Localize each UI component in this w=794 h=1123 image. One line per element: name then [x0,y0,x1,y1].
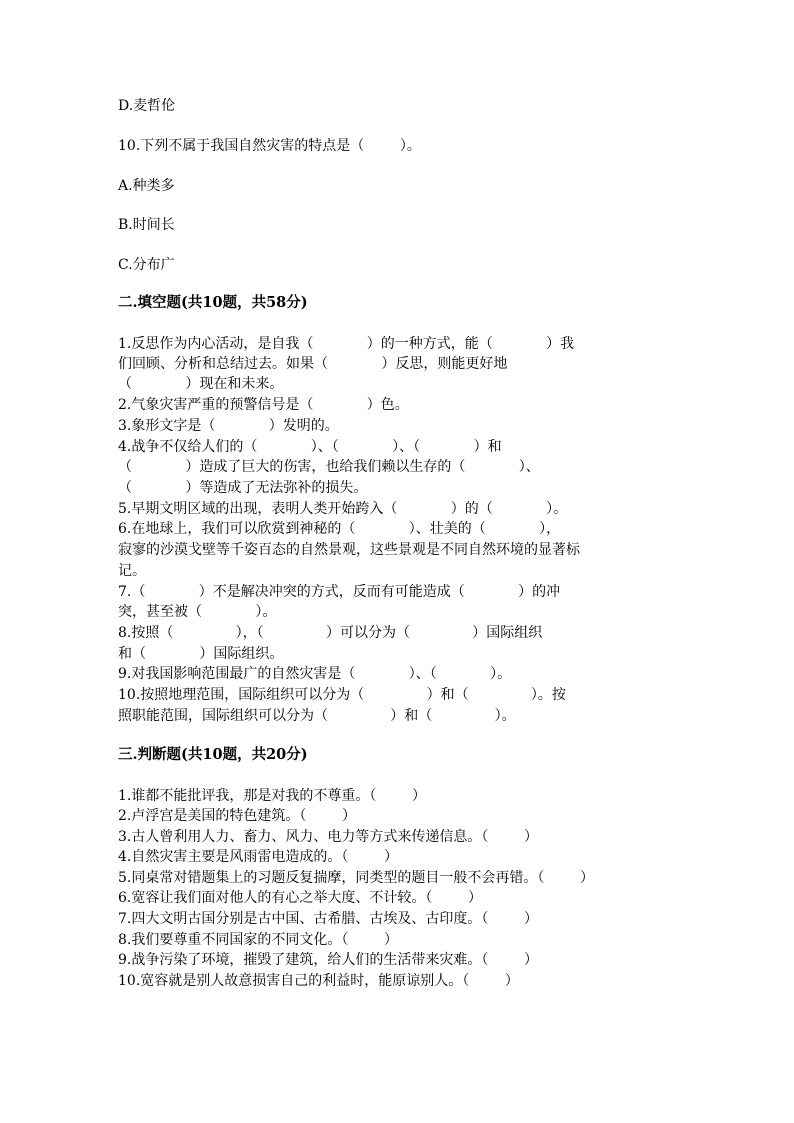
true-false-item: 1.谁都不能批评我，那是对我的不尊重。（ ） [118,788,426,804]
fill-blank-line: 8.按照（ ），（ ）可以分为（ ）国际组织 [118,625,543,641]
q10-option-a: A.种类多 [118,178,175,194]
fill-blank-line: 寂寥的沙漠戈壁等千姿百态的自然景观，这些景观是不同自然环境的显著标 [118,542,580,558]
fill-blank-line: （ ）现在和未来。 [118,376,284,392]
fill-blank-line: 5.早期文明区域的出现，表明人类开始跨入（ ）的（ ）。 [118,501,568,517]
fill-blank-line: （ ）等造成了无法弥补的损失。 [118,480,368,496]
fill-blank-line: 照职能范围，国际组织可以分为（ ）和（ ）。 [118,708,516,724]
fill-blank-line: 9.对我国影响范围最广的自然灾害是（ ）、（ ）。 [118,666,512,682]
fill-blank-line: 突，甚至被（ ）。 [118,604,277,620]
true-false-item: 6.宽容让我们面对他人的有心之举大度、不计较。（ ） [118,890,482,906]
fill-blank-line: 和（ ）国际组织。 [118,646,284,662]
fill-blank-line: 6.在地球上，我们可以欣赏到神秘的（ ）、壮美的（ ）， [118,521,561,537]
true-false-heading: 三.判断题(共10题，共20分) [118,746,308,763]
true-false-item: 5.同桌常对错题集上的习题反复揣摩，同类型的题目一般不会再错。（ ） [118,870,594,886]
fill-blank-line: 3.象形文字是（ ）发明的。 [118,418,339,434]
fill-blank-line: 7.（ ）不是解决冲突的方式，反而有可能造成（ ）的冲 [118,584,561,600]
fill-blank-line: 1.反思作为内心活动，是自我（ ）的一种方式，能（ ）我 [118,336,575,352]
q9-option-d: D.麦哲伦 [118,98,176,114]
fill-blank-line: 4.战争不仅给人们的（ ）、（ ）、（ ）和 [118,439,502,455]
fill-blank-line: 10.按照地理范围，国际组织可以分为（ ）和（ ）。按 [118,687,566,703]
true-false-item: 2.卢浮宫是美国的特色建筑。（ ） [118,808,356,824]
true-false-item: 4.自然灾害主要是风雨雷电造成的。（ ） [118,849,398,865]
q10-stem: 10.下列不属于我国自然灾害的特点是（ ）。 [118,138,421,154]
true-false-item: 3.古人曾利用人力、畜力、风力、电力等方式来传递信息。（ ） [118,829,538,845]
true-false-item: 9.战争污染了环境，摧毁了建筑，给人们的生活带来灾难。（ ） [118,952,538,968]
fill-blank-heading: 二.填空题(共10题，共58分) [118,294,308,311]
fill-blank-line: 2.气象灾害严重的预警信号是（ ）色。 [118,397,409,413]
fill-blank-line: 们回顾、分析和总结过去。如果（ ）反思，则能更好地 [118,356,508,372]
fill-blank-line: 记。 [118,563,146,579]
true-false-item: 7.四大文明古国分别是古中国、古希腊、古埃及、古印度。（ ） [118,911,538,927]
q10-option-c: C.分布广 [118,257,175,273]
q10-option-b: B.时间长 [118,217,175,233]
true-false-item: 10.宽容就是别人故意损害自己的利益时，能原谅别人。（ ） [118,973,519,989]
true-false-item: 8.我们要尊重不同国家的不同文化。（ ） [118,932,398,948]
fill-blank-line: （ ）造成了巨大的伤害，也给我们赖以生存的（ ）、 [118,459,540,475]
